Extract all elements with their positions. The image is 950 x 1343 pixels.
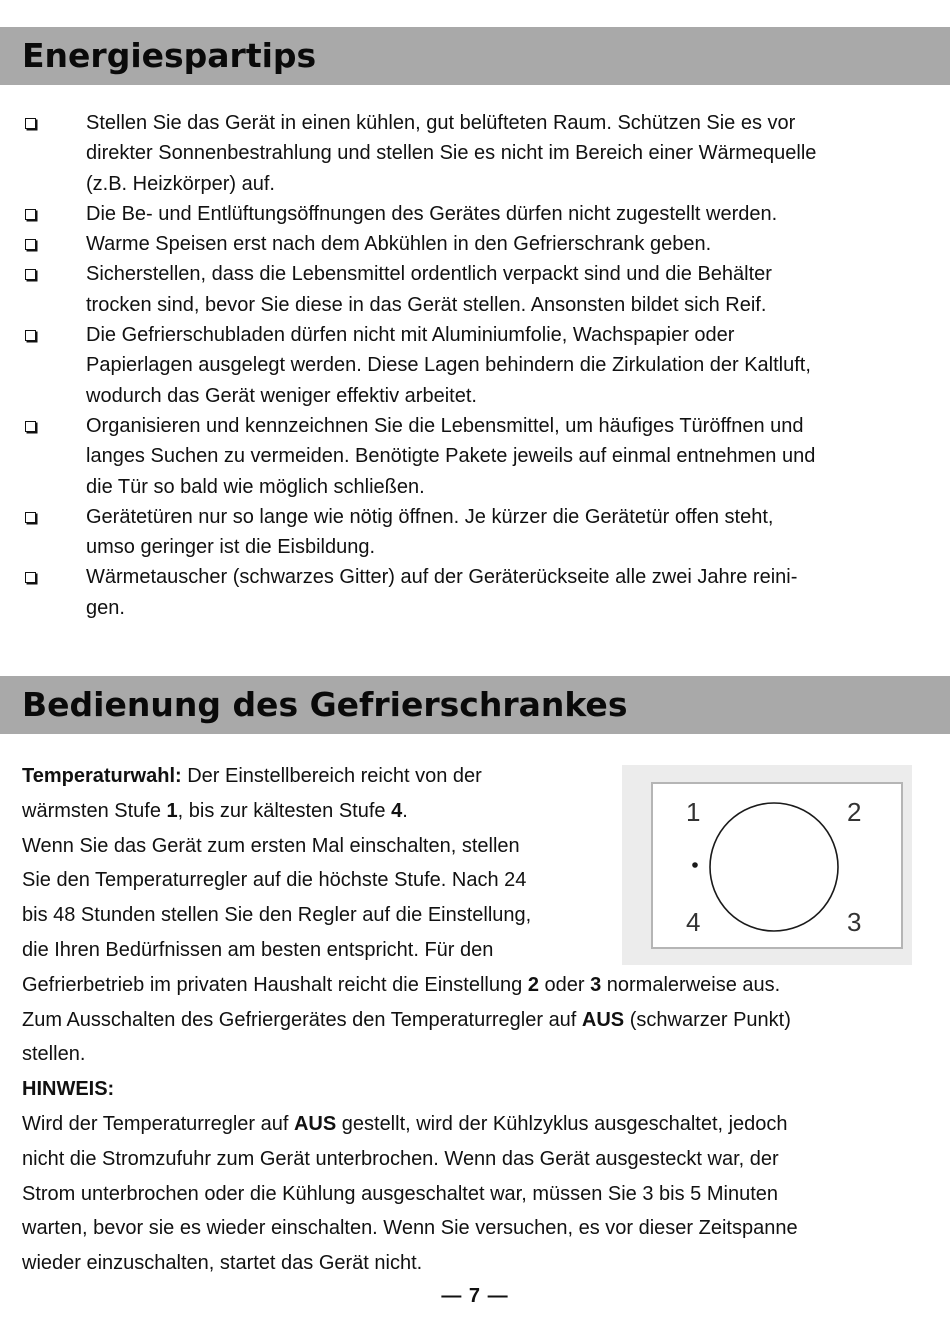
section-header-energiespartips	[0, 27, 950, 85]
text-run: (schwarzer Punkt) stellen.	[22, 1008, 791, 1066]
text-run: Der Einstellbereich reicht von der wärmsten Stufe	[22, 765, 482, 822]
checkbox-bullet-icon	[25, 209, 36, 220]
dial-number-1: 1	[686, 797, 701, 827]
text-run: . Wenn Sie das Gerät zum ersten Mal einschalten, stellen Sie den Temperaturregler auf die höchste Stufe. Nach 24 bis 48 Stunden stellen Sie den Regler auf die Einstellung, die Ihren Bedürfnissen am besten entspricht. Für den Gefrierbetrieb im privaten Haushalt reicht die Einstellung	[22, 799, 532, 996]
temperature-label: Temperaturwahl:	[22, 765, 182, 787]
text-run: normalerweise aus. Zum Ausschalten des Gefriergerätes den Temperaturregler auf	[22, 973, 781, 1031]
list-item-text: Gerätetüren nur so lange wie nötig öffnen. Je kürzer die Gerätetür offen steht, umso geringer ist die Eisbildung.	[86, 505, 774, 559]
list-item	[0, 259, 950, 320]
checkbox-bullet-icon	[25, 269, 36, 280]
list-item	[0, 502, 950, 563]
list-item	[0, 562, 950, 623]
operation-text	[22, 759, 927, 1281]
text-run: Wird der Temperaturregler auf	[22, 1112, 294, 1135]
page-number: — 7 —	[441, 1285, 509, 1307]
text-run: , bis zur kältesten Stufe	[177, 799, 392, 822]
list-item	[0, 229, 950, 259]
section-header-bedienung	[0, 676, 950, 734]
list-item-text: Wärmetauscher (schwarzes Gitter) auf der Geräterückseite alle zwei Jahre reini- gen.	[86, 566, 798, 619]
list-item-text: Stellen Sie das Gerät in einen kühlen, gut belüfteten Raum. Schützen Sie es vor direkter Sonnenbestrahlung und stellen Sie es nicht im Bereich einer Wärmequelle (z.B. Heizkörper) auf.	[86, 112, 817, 195]
list-item-text: Warme Speisen erst nach dem Abkühlen in den Gefrierschrank geben.	[86, 233, 712, 256]
dial-number-2: 2	[847, 797, 862, 827]
energy-tips-list	[0, 108, 950, 623]
list-item-text: Organisieren und kennzeichnen Sie die Lebensmittel, um häufiges Türöffnen und langes Suchen zu vermeiden. Benötigte Pakete jeweils auf einmal entnehmen und die Tür so bald wie möglich schließen.	[86, 414, 816, 498]
checkbox-bullet-icon	[25, 572, 36, 583]
list-item	[0, 199, 950, 229]
setting-value: 1	[166, 799, 178, 822]
list-item-text: Die Gefrierschubladen dürfen nicht mit Aluminiumfolie, Wachspapier oder Papierlagen ausgelegt werden. Diese Lagen behindern die Zirkulation der Kaltluft, wodurch das Gerät weniger effektiv arbeitet.	[86, 324, 811, 407]
text-run: gestellt, wird der Kühlzyklus ausgeschaltet, jedoch nicht die Stromzufuhr zum Gerät unterbrochen. Wenn das Gerät ausgesteckt war, der Strom unterbrochen oder die Kühlung ausgeschaltet war, müssen Sie 3 bis 5 Minuten warten, bevor sie es wieder einschalten. Wenn Sie versuchen, es vor dieser Zeitspanne wieder einzuschalten, startet das Gerät nicht.	[22, 1112, 798, 1275]
checkbox-bullet-icon	[25, 512, 36, 523]
list-item-text: Die Be- und Entlüftungsöffnungen des Gerätes dürfen nicht zugestellt werden.	[86, 202, 778, 225]
dial-number-3: 3	[847, 907, 862, 937]
aus-label: AUS	[293, 1112, 337, 1135]
setting-value: 3	[590, 973, 602, 996]
setting-value: 4	[391, 799, 403, 822]
list-item-text: Sicherstellen, dass die Lebensmittel ordentlich verpackt sind und die Behälter trocken sind, bevor Sie diese in das Gerät stellen. Ansonsten bildet sich Reif.	[86, 263, 772, 316]
checkbox-bullet-icon	[25, 239, 36, 250]
aus-label: AUS	[581, 1008, 625, 1031]
checkbox-bullet-icon	[25, 330, 36, 341]
section-title: Energiespartips	[22, 36, 317, 75]
note-paragraph	[22, 1107, 927, 1281]
dial-number-4: 4	[686, 907, 701, 937]
note-label: HINWEIS:	[22, 1078, 115, 1101]
section-title: Bedienung des Gefrierschrankes	[22, 685, 628, 724]
checkbox-bullet-icon	[25, 118, 36, 129]
list-item	[0, 411, 950, 502]
temperature-paragraph	[22, 759, 927, 1072]
checkbox-bullet-icon	[25, 421, 36, 432]
text-run: oder	[538, 973, 591, 996]
list-item	[0, 108, 950, 199]
setting-value: 2	[527, 973, 539, 996]
note-heading	[22, 1072, 927, 1107]
list-item	[0, 320, 950, 411]
